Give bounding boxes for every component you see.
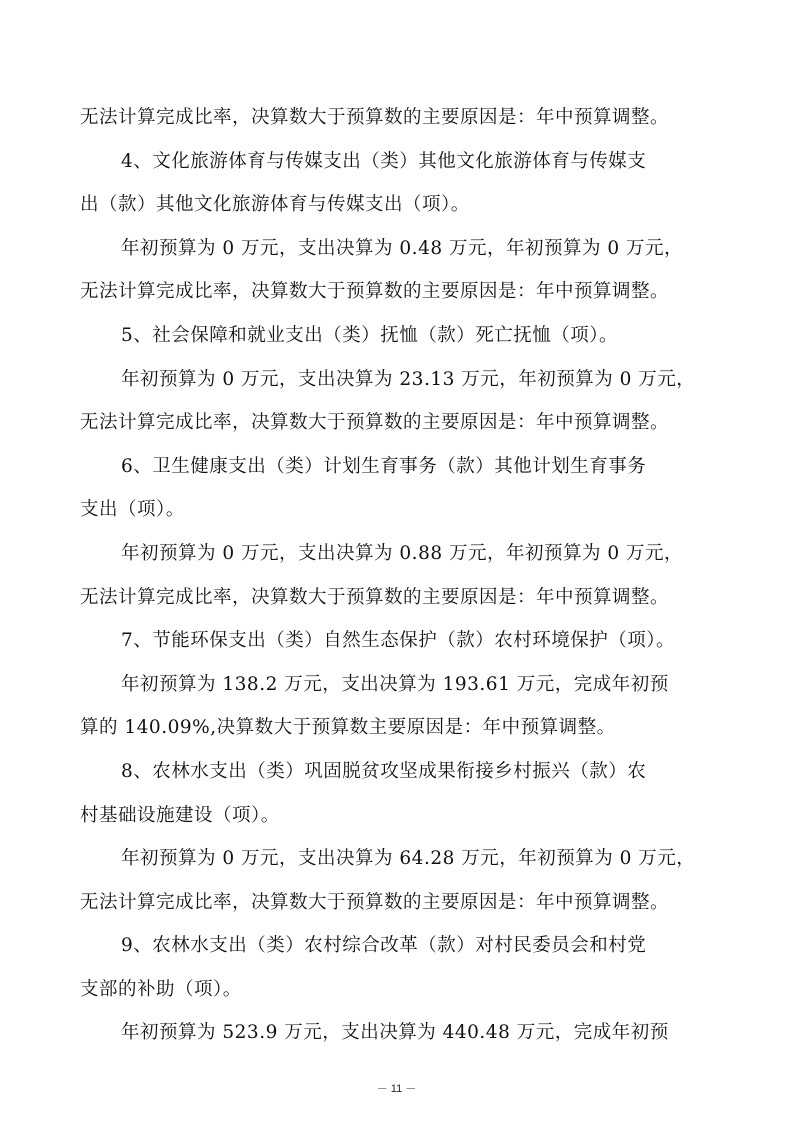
text-line-2: 4、文化旅游体育与传媒支出（类）其他文化旅游体育与传媒支 bbox=[121, 150, 647, 172]
text-line-7: 年初预算为 0 万元，支出决算为 23.13 万元，年初预算为 0 万元， bbox=[121, 368, 696, 390]
text-line-20: 9、农林水支出（类）农村综合改革（款）对村民委员会和村党 bbox=[121, 935, 647, 957]
text-line-3: 出（款）其他文化旅游体育与传媒支出（项）。 bbox=[80, 194, 470, 216]
body-text bbox=[80, 96, 726, 1055]
text-line-14: 年初预算为 138.2 万元，支出决算为 193.61 万元，完成年初预 bbox=[121, 673, 669, 695]
text-line-21: 支部的补助（项）。 bbox=[80, 978, 242, 1000]
text-line-15: 算的 140.09%,决算数大于预算数主要原因是：年中预算调整。 bbox=[80, 717, 616, 739]
text-line-5: 无法计算完成比率，决算数大于预算数的主要原因是：年中预算调整。 bbox=[80, 281, 670, 303]
text-line-6: 5、社会保障和就业支出（类）抚恤（款）死亡抚恤（项）。 bbox=[121, 324, 619, 346]
text-line-9: 6、卫生健康支出（类）计划生育事务（款）其他计划生育事务 bbox=[121, 455, 647, 477]
text-line-10: 支出（项）。 bbox=[80, 499, 185, 521]
text-line-1: 无法计算完成比率，决算数大于预算数的主要原因是：年中预算调整。 bbox=[80, 107, 670, 128]
text-line-8: 无法计算完成比率，决算数大于预算数的主要原因是：年中预算调整。 bbox=[80, 412, 670, 434]
text-line-17: 村基础设施建设（项）。 bbox=[80, 804, 280, 826]
text-line-4: 年初预算为 0 万元，支出决算为 0.48 万元，年初预算为 0 万元， bbox=[121, 237, 684, 259]
text-line-19: 无法计算完成比率，决算数大于预算数的主要原因是：年中预算调整。 bbox=[80, 891, 670, 913]
text-line-22: 年初预算为 523.9 万元，支出决算为 440.48 万元，完成年初预 bbox=[121, 1022, 669, 1044]
text-line-11: 年初预算为 0 万元，支出决算为 0.88 万元，年初预算为 0 万元， bbox=[121, 542, 684, 564]
text-line-16: 8、农林水支出（类）巩固脱贫攻坚成果衔接乡村振兴（款）农 bbox=[121, 760, 647, 782]
text-line-12: 无法计算完成比率，决算数大于预算数的主要原因是：年中预算调整。 bbox=[80, 586, 670, 608]
page-number: － 11 － bbox=[376, 1083, 417, 1095]
text-line-18: 年初预算为 0 万元，支出决算为 64.28 万元，年初预算为 0 万元， bbox=[121, 848, 696, 870]
text-line-13: 7、节能环保支出（类）自然生态保护（款）农村环境保护（项）。 bbox=[121, 630, 676, 652]
